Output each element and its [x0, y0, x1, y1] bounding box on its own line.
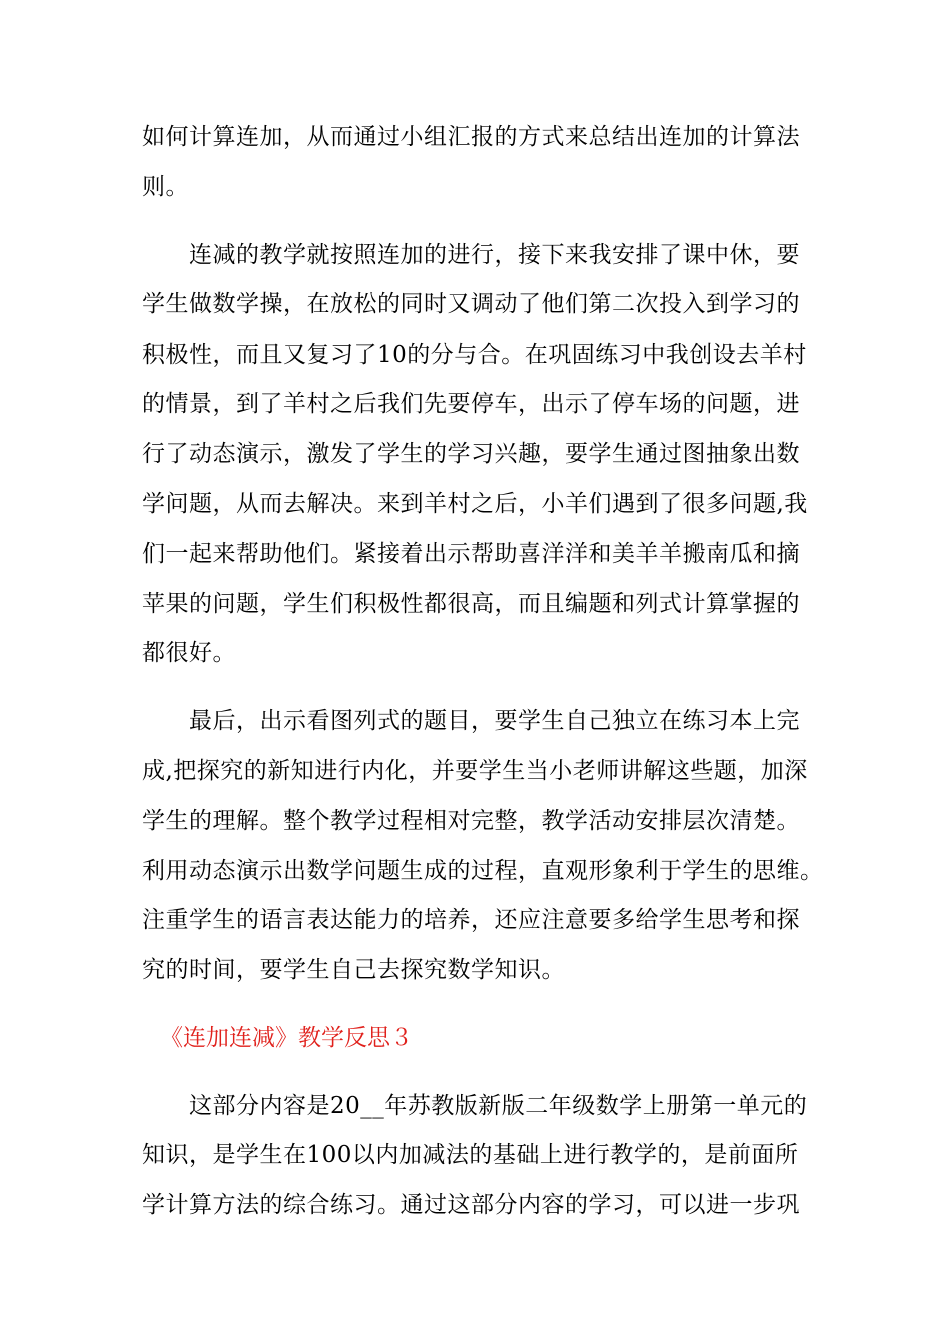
paragraph-2-line-4: 的情景，到了羊村之后我们先要停车，出示了停车场的问题，进 [142, 391, 800, 417]
paragraph-1-line-2: 则。 [142, 174, 189, 200]
paragraph-2-line-6: 学问题，从而去解决。来到羊村之后，小羊们遇到了很多问题,我 [142, 491, 808, 517]
paragraph-3-line-4: 利用动态演示出数学问题生成的过程，直观形象利于学生的思维。 [142, 858, 824, 884]
paragraph-3-line-2: 成,把探究的新知进行内化，并要学生当小老师讲解这些题，加深 [142, 758, 808, 784]
paragraph-4-line-2: 知识，是学生在100以内加减法的基础上进行教学的，是前面所 [142, 1142, 799, 1168]
paragraph-2-line-1: 连减的教学就按照连加的进行，接下来我安排了课中休，要 [189, 242, 800, 268]
paragraph-3-line-3: 学生的理解。整个教学过程相对完整，教学活动安排层次清楚。 [142, 808, 800, 834]
section-heading: 《连加连减》教学反思３ [160, 1025, 413, 1051]
paragraph-2-line-9: 都很好。 [142, 640, 236, 666]
paragraph-2-line-3: 积极性，而且又复习了10的分与合。在巩固练习中我创设去羊村 [142, 342, 807, 368]
paragraph-2-line-5: 行了动态演示，激发了学生的学习兴趣，要学生通过图抽象出数 [142, 441, 800, 467]
paragraph-3-line-6: 究的时间，要学生自己去探究数学知识。 [142, 957, 565, 983]
paragraph-3-line-1: 最后，出示看图列式的题目，要学生自己独立在练习本上完 [189, 708, 800, 734]
paragraph-4-line-3: 学计算方法的综合练习。通过这部分内容的学习，可以进一步巩 [142, 1192, 800, 1218]
paragraph-2-line-8: 苹果的问题，学生们积极性都很高，而且编题和列式计算掌握的 [142, 591, 800, 617]
paragraph-1-line-1: 如何计算连加，从而通过小组汇报的方式来总结出连加的计算法 [142, 124, 800, 150]
paragraph-3-line-5: 注重学生的语言表达能力的培养，还应注意要多给学生思考和探 [142, 907, 800, 933]
paragraph-2-line-2: 学生做数学操，在放松的同时又调动了他们第二次投入到学习的 [142, 291, 800, 317]
paragraph-2-line-7: 们一起来帮助他们。紧接着出示帮助喜洋洋和美羊羊搬南瓜和摘 [142, 541, 800, 567]
paragraph-4-line-1: 这部分内容是20__年苏教版新版二年级数学上册第一单元的 [189, 1093, 808, 1119]
